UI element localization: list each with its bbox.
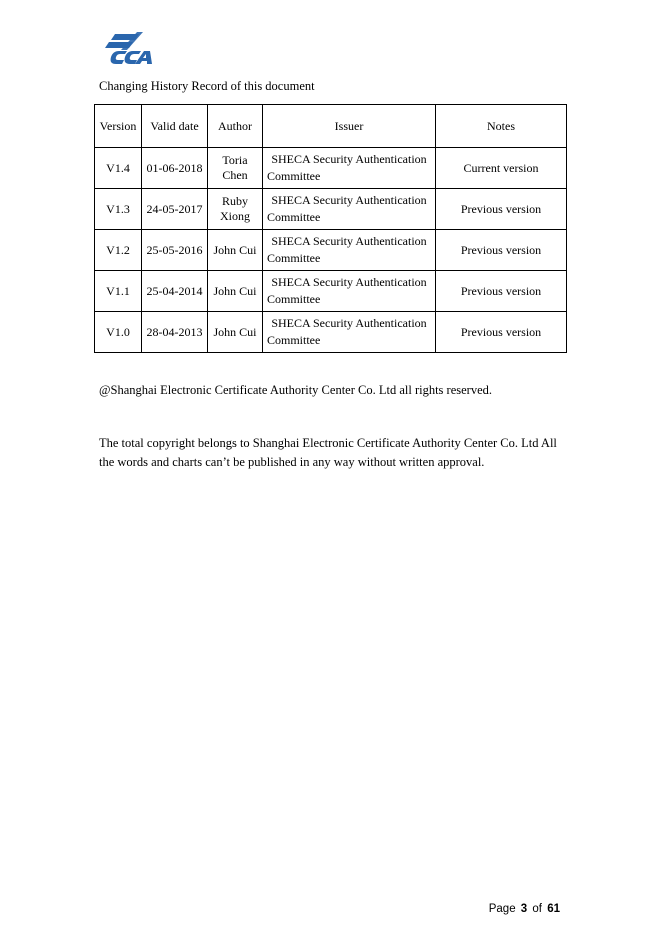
cell-notes: Current version (436, 148, 567, 189)
cell-notes: Previous version (436, 312, 567, 353)
sheca-logo-icon (97, 32, 157, 72)
cell-valid-date: 25-04-2014 (142, 271, 208, 312)
table-row (95, 230, 567, 271)
header-version: Version (95, 105, 142, 148)
footer-total-pages: 61 (547, 903, 560, 915)
copyright-line: @Shanghai Electronic Certificate Authority Center Co. Ltd all rights reserved. (99, 383, 492, 397)
cell-version: V1.4 (95, 148, 142, 189)
footer-page-label: Page (488, 903, 516, 915)
cell-issuer: SHECA Security Authentication Committee (263, 271, 436, 312)
cell-version: V1.1 (95, 271, 142, 312)
cell-author: John Cui (208, 271, 263, 312)
cell-notes: Previous version (436, 271, 567, 312)
cell-notes: Previous version (436, 189, 567, 230)
cell-version: V1.2 (95, 230, 142, 271)
header-author: Author (208, 105, 263, 148)
table-row (95, 271, 567, 312)
cell-issuer: SHECA Security Authentication Committee (263, 189, 436, 230)
cell-notes: Previous version (436, 230, 567, 271)
cell-version: V1.3 (95, 189, 142, 230)
cell-valid-date: 28-04-2013 (142, 312, 208, 353)
page-heading: Changing History Record of this document (99, 79, 315, 93)
table-row (95, 148, 567, 189)
history-table-container (94, 104, 567, 353)
table-row (95, 312, 567, 353)
footer-page-number: 3 (520, 903, 528, 915)
disclaimer-paragraph: The total copyright belongs to Shanghai Electronic Certificate Authority Center Co. Ltd All the words and charts can’t be published in any way without written approval. (99, 436, 557, 469)
cell-version: V1.0 (95, 312, 142, 353)
header-issuer: Issuer (263, 105, 436, 148)
cell-issuer: SHECA Security Authentication Committee (263, 148, 436, 189)
cell-issuer: SHECA Security Authentication Committee (263, 230, 436, 271)
cell-author: Ruby Xiong (208, 189, 263, 230)
cell-author: John Cui (208, 230, 263, 271)
table-header-row (95, 105, 567, 148)
cell-author: Toria Chen (208, 148, 263, 189)
history-table-body (95, 148, 567, 353)
table-row (95, 189, 567, 230)
cell-valid-date: 24-05-2017 (142, 189, 208, 230)
footer-of-label: of (532, 903, 542, 915)
cell-valid-date: 25-05-2016 (142, 230, 208, 271)
cell-issuer: SHECA Security Authentication Committee (263, 312, 436, 353)
cell-valid-date: 01-06-2018 (142, 148, 208, 189)
cell-author: John Cui (208, 312, 263, 353)
history-table (94, 104, 567, 353)
header-notes: Notes (436, 105, 567, 148)
page-footer (488, 903, 561, 915)
header-valid-date: Valid date (142, 105, 208, 148)
